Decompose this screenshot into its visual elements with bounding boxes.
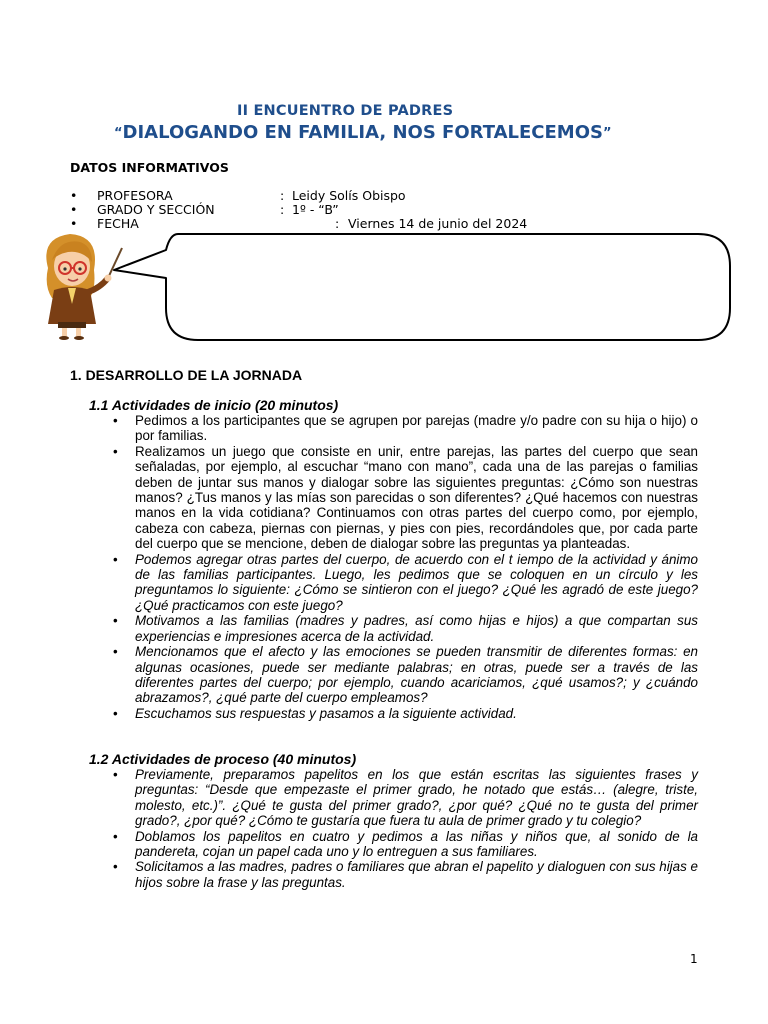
info-label: GRADO Y SECCIÓN bbox=[97, 202, 215, 217]
bullet: • bbox=[70, 202, 78, 217]
event-title: II ENCUENTRO DE PADRES bbox=[237, 103, 454, 119]
list-item: • Doblamos los papelitos en cuatro y pedimos a las niñas y niños que, al sonido de la pandereta, cojan un papel cada uno y lo entreguen a sus familiares. bbox=[113, 829, 698, 860]
list-item: • Solicitamos a las madres, padres o familiares que abran el papelito y dialoguen con sus hijas e hijos sobre la frase y las preguntas. bbox=[113, 859, 698, 890]
proceso-list bbox=[113, 767, 698, 890]
list-item: • Previamente, preparamos papelitos en los que están escritas las siguientes frases y preguntas: “Desde que empezaste el primer grado, he notado que estás… (alegre, triste, molesto, etc.)”. ¿Qué te gusta del primer grado?, ¿por qué? ¿Qué no te gusta del primer grado?, ¿por qué? ¿Cómo te gustaría que fuera tu aula de primer grado y tu colegio? bbox=[113, 767, 698, 829]
list-item: • Mencionamos que el afecto y las emociones se pueden transmitir de diferentes formas: en algunas ocasiones, puede ser mediante palabras; en otras, puede ser a través de las diferentes partes del cuerpo; por ejemplo, cuando acariciamos, ¿qué usamos?; y ¿cuándo abrazamos?, ¿qué parte del cuerpo empleamos? bbox=[113, 644, 698, 706]
info-label: FECHA bbox=[97, 216, 139, 231]
list-item: • Motivamos a las familias (madres y padres, así como hijas e hijos) a que compartan sus experiencias e impresiones acerca de la actividad. bbox=[113, 613, 698, 644]
bullet: • bbox=[70, 216, 78, 231]
list-item: • Podemos agregar otras partes del cuerpo, de acuerdo con el t iempo de la actividad y ánimo de las familias participantes. Luego, les pedimos que se coloquen en un círculo y les preguntamos lo siguiente: ¿Cómo se sintieron con el juego? ¿Qué les agradó de este juego? ¿Qué practicamos con este juego? bbox=[113, 552, 698, 614]
info-value: Viernes 14 de junio del 2024 bbox=[348, 216, 528, 231]
bullet: • bbox=[70, 188, 78, 203]
list-item: • Escuchamos sus respuestas y pasamos a la siguiente actividad. bbox=[113, 706, 698, 721]
info-colon: : bbox=[335, 216, 340, 231]
section-heading: 1. DESARROLLO DE LA JORNADA bbox=[70, 367, 303, 383]
page-number: 1 bbox=[690, 952, 698, 966]
inicio-list bbox=[113, 413, 698, 721]
subsection-heading: 1.2 Actividades de proceso (40 minutos) bbox=[89, 751, 357, 767]
info-value: Leidy Solís Obispo bbox=[292, 188, 406, 203]
close-quote: ” bbox=[602, 126, 612, 141]
list-item: • Realizamos un juego que consiste en unir, entre parejas, las partes del cuerpo que sean señaladas, por ejemplo, al escuchar “mano con mano”, cada una de las parejas o familias deben de juntar sus manos y dialogar sobre las siguientes preguntas: ¿Cómo son nuestras manos? ¿Tus manos y las mías son parecidas o son diferentes? ¿Qué hacemos con nuestras manos en la vida cotidiana? Continuamos con otras partes del cuerpo como, por ejemplo, cabeza con cabeza, piernas con piernas, y pies con pies, recordándoles que, por cada parte del cuerpo que se mencione, deben de dialogar sobre las preguntas ya planteadas. bbox=[113, 444, 698, 552]
info-label: PROFESORA bbox=[97, 188, 173, 203]
subsection-heading: 1.1 Actividades de inicio (20 minutos) bbox=[89, 397, 339, 413]
speech-bubble bbox=[108, 226, 734, 346]
open-quote: “ bbox=[114, 126, 123, 141]
list-item: • Pedimos a los participantes que se agrupen por parejas (madre y/o padre con su hija o hijo) o por familias. bbox=[113, 413, 698, 444]
info-value: 1º - “B” bbox=[292, 202, 339, 217]
info-colon: : bbox=[280, 188, 285, 203]
datos-heading: DATOS INFORMATIVOS bbox=[70, 160, 229, 175]
event-subtitle bbox=[114, 122, 612, 143]
info-colon: : bbox=[280, 202, 285, 217]
subtitle-text: DIALOGANDO EN FAMILIA, NOS FORTALECEMOS bbox=[122, 122, 603, 143]
